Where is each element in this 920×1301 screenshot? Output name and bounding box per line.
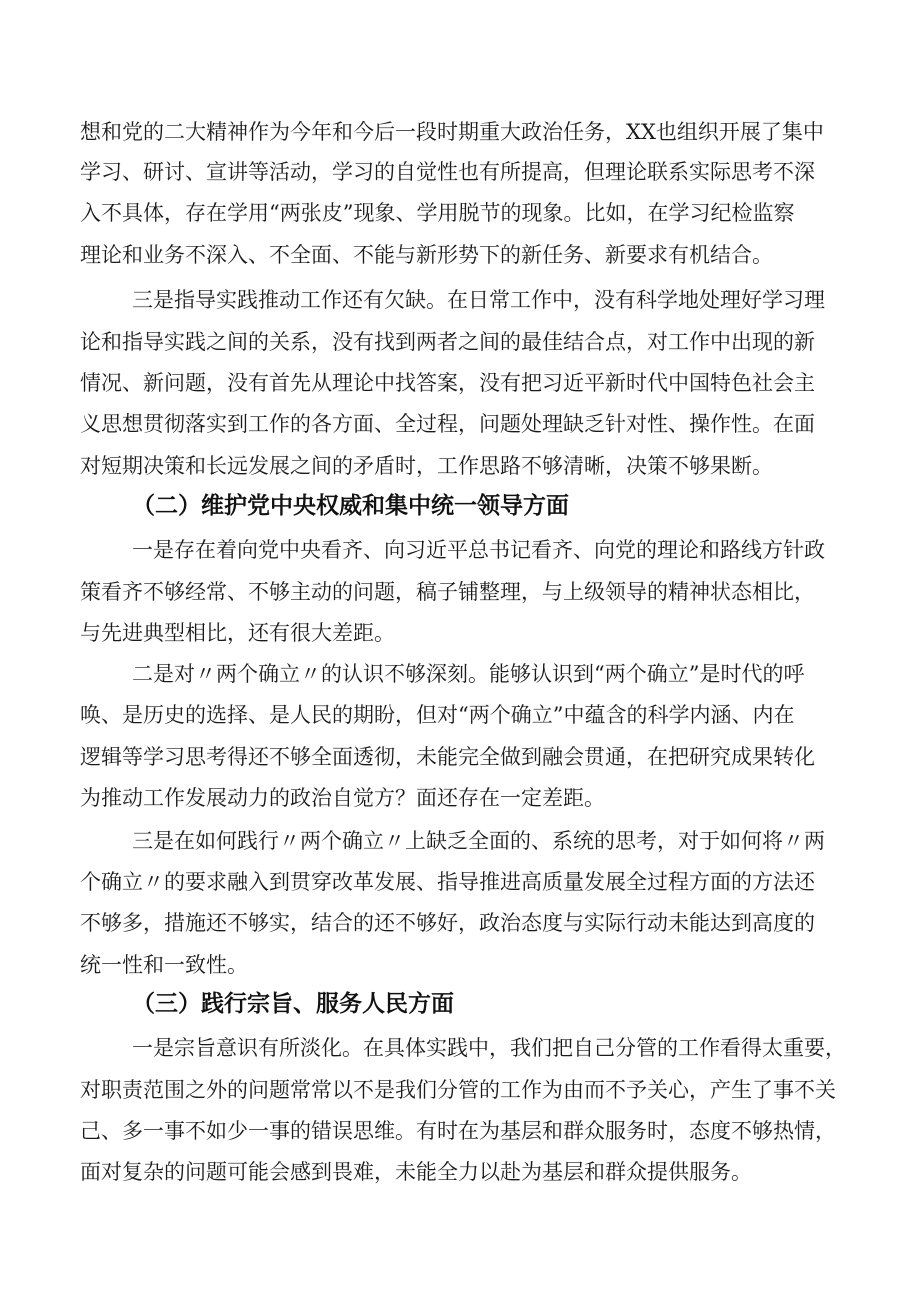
paragraph-line: 己、多一事不如少一事的错误思维。有时在为基层和群众服务时，态度不够热情， xyxy=(80,1119,836,1143)
paragraph-line: 义思想贯彻落实到工作的各方面、全过程，问题处理缺乏针对性、操作性。在面 xyxy=(80,412,815,436)
paragraph-line: 策看齐不够经常、不够主动的问题，稿子铺整理，与上级领导的精神状态相比， xyxy=(80,580,815,604)
paragraph-line: 论和指导实践之间的关系，没有找到两者之间的最佳结合点，对工作中出现的新 xyxy=(80,330,815,354)
paragraph-line: 一是存在着向党中央看齐、向习近平总书记看齐、向党的理论和路线方针政 xyxy=(132,538,825,562)
paragraph-line: 个确立〃的要求融入到贯穿改革发展、指导推进高质量发展全过程方面的方法还 xyxy=(80,870,815,894)
section-heading: （二）维护党中央权威和集中统一领导方面 xyxy=(132,493,569,519)
paragraph-line: 面对复杂的问题可能会感到畏难，未能全力以赴为基层和群众提供服务。 xyxy=(80,1160,752,1184)
paragraph-line: 入不具体，存在学用“两张皮”现象、学用脱节的现象。比如，在学习纪检监察 xyxy=(80,201,795,225)
paragraph-line: 想和党的二大精神作为今年和今后一段时期重大政治任务，XX也组织开展了集中 xyxy=(80,120,824,144)
paragraph-line: 唤、是历史的选择、是人民的期盼，但对“两个确立”中蕴含的科学内涵、内在 xyxy=(80,703,795,727)
paragraph-line: 不够多，措施还不够实，结合的还不够好，政治态度与实际行动未能达到高度的 xyxy=(80,911,815,935)
paragraph-line: 逻辑等学习思考得还不够全面透彻，未能完全做到融会贯通，在把研究成果转化 xyxy=(80,745,815,769)
paragraph-line: 对短期决策和长远发展之间的矛盾时，工作思路不够清晰，决策不够果断。 xyxy=(80,454,773,478)
paragraph-line: 二是对〃两个确立〃的认识不够深刻。能够认识到“两个确立”是时代的呼 xyxy=(132,662,805,686)
paragraph-line: 三是指导实践推动工作还有欠缺。在日常工作中，没有科学地处理好学习理 xyxy=(132,288,825,312)
paragraph-line: 三是在如何践行〃两个确立〃上缺乏全面的、系统的思考，对于如何将〃两 xyxy=(132,829,825,853)
paragraph-line: 理论和业务不深入、不全面、不能与新形势下的新任务、新要求有机结合。 xyxy=(80,243,773,267)
paragraph-line: 情况、新问题，没有首先从理论中找答案，没有把习近平新时代中国特色社会主 xyxy=(80,371,815,395)
paragraph-line: 与先进典型相比，还有很大差距。 xyxy=(80,621,395,645)
paragraph-line: 一是宗旨意识有所淡化。在具体实践中，我们把自己分管的工作看得太重要， xyxy=(132,1036,846,1060)
paragraph-line: 学习、研讨、宣讲等活动，学习的自觉性也有所提高，但理论联系实际思考不深 xyxy=(80,160,815,184)
paragraph-line: 为推动工作发展动力的政治自觉方？面还存在一定差距。 xyxy=(80,786,605,810)
paragraph-line: 对职责范围之外的问题常常以不是我们分管的工作为由而不予关心，产生了事不关 xyxy=(80,1078,836,1102)
section-heading: （三）践行宗旨、服务人民方面 xyxy=(132,991,454,1017)
paragraph-line: 统一性和一致性。 xyxy=(80,953,248,977)
